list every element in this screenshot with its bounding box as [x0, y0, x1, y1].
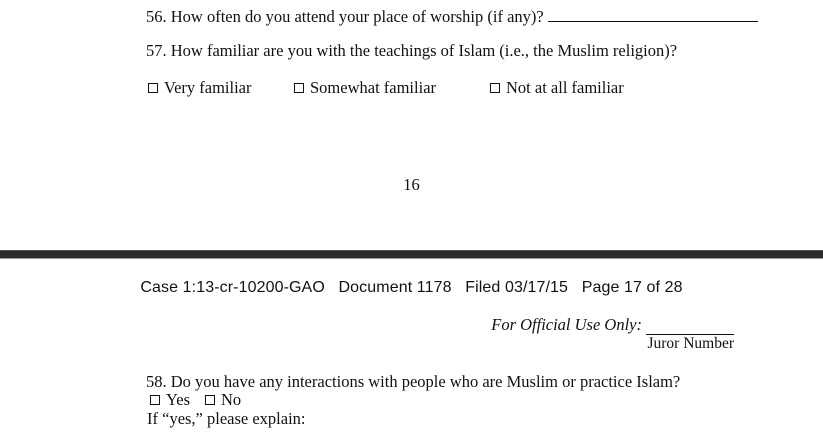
checkbox-icon[interactable] [205, 395, 215, 405]
page-of-pages: Page 17 of 28 [581, 279, 683, 296]
option-label: No [221, 390, 242, 409]
case-header [0, 279, 823, 297]
question-56 [146, 7, 758, 27]
question-57-text: How familiar are you with the teachings of Islam (i.e., the Muslim religion)? [170, 41, 678, 60]
juror-number-line[interactable] [646, 319, 734, 335]
official-use-block [491, 315, 734, 335]
option-label: Very familiar [164, 78, 252, 97]
option-somewhat-familiar[interactable] [294, 78, 436, 98]
question-56-answer-line[interactable] [548, 7, 758, 22]
question-58-followup: If “yes,” please explain: [147, 409, 306, 428]
question-56-text: How often do you attend your place of worship (if any)? [170, 7, 544, 26]
checkbox-icon[interactable] [150, 395, 160, 405]
option-label: Yes [166, 390, 191, 409]
question-58-text: Do you have any interactions with people who are Muslim or practice Islam? [170, 372, 681, 391]
checkbox-icon[interactable] [490, 83, 500, 93]
option-label: Not at all familiar [506, 78, 624, 97]
question-58-number: 58. [146, 372, 167, 391]
lower-page [0, 259, 823, 437]
official-use-label: For Official Use Only: [491, 315, 642, 334]
option-no[interactable] [205, 390, 241, 410]
checkbox-icon[interactable] [148, 83, 158, 93]
option-not-at-all-familiar[interactable] [490, 78, 624, 98]
question-57-number: 57. [146, 41, 167, 60]
page-divider [0, 250, 823, 259]
option-yes[interactable] [150, 390, 190, 410]
case-number: Case 1:13-cr-10200-GAO [140, 279, 325, 296]
option-very-familiar[interactable] [148, 78, 252, 98]
filed-date: Filed 03/17/15 [465, 279, 569, 296]
question-58 [146, 372, 680, 392]
document-number: Document 1178 [338, 279, 452, 296]
page-number: 16 [403, 175, 420, 194]
option-label: Somewhat familiar [310, 78, 437, 97]
question-57 [146, 41, 677, 61]
question-56-number: 56. [146, 7, 167, 26]
juror-number-label: Juror Number [647, 335, 734, 352]
checkbox-icon[interactable] [294, 83, 304, 93]
